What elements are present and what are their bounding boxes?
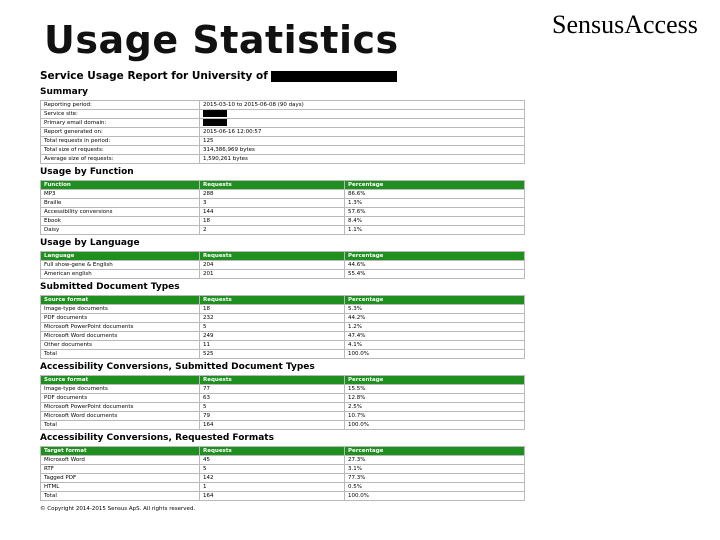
table-cell: 4.1%	[345, 341, 525, 350]
table-cell: 77.3%	[345, 474, 525, 483]
table-cell: 57.6%	[345, 208, 525, 217]
stats-table	[40, 375, 525, 430]
table-row	[41, 341, 525, 350]
summary-row	[41, 101, 525, 110]
table-row	[41, 421, 525, 430]
table-cell: 5.3%	[345, 305, 525, 314]
table-row	[41, 208, 525, 217]
table-cell: 12.8%	[345, 394, 525, 403]
table-cell: Other documents	[41, 341, 200, 350]
table-row	[41, 226, 525, 235]
summary-label: Service site:	[41, 110, 200, 119]
table-cell: 86.6%	[345, 190, 525, 199]
table-header-row	[41, 376, 525, 385]
table-row	[41, 394, 525, 403]
summary-value	[200, 119, 525, 128]
table-cell: Microsoft PowerPoint documents	[41, 323, 200, 332]
table-cell: 1.2%	[345, 323, 525, 332]
summary-label: Report generated on:	[41, 128, 200, 137]
table-cell: Tagged PDF	[41, 474, 200, 483]
stats-table	[40, 295, 525, 359]
section-title: Accessibility Conversions, Requested Formats	[40, 433, 274, 443]
table-cell: 1	[200, 483, 345, 492]
brand-logo: SensusAccess	[552, 10, 698, 39]
table-cell: PDF documents	[41, 394, 200, 403]
table-cell: 3.1%	[345, 465, 525, 474]
table-cell: 201	[200, 270, 345, 279]
summary-title: Summary	[40, 87, 89, 97]
table-row	[41, 199, 525, 208]
table-cell: Accessibility conversions	[41, 208, 200, 217]
table-row	[41, 385, 525, 394]
table-cell: Total	[41, 350, 200, 359]
table-cell: 27.3%	[345, 456, 525, 465]
table-cell: Full show-gene & English	[41, 261, 200, 270]
column-header: Language	[41, 252, 200, 261]
copyright-footer: © Copyright 2014-2015 Sensus ApS. All rights reserved.	[40, 506, 196, 512]
table-cell: 1.1%	[345, 226, 525, 235]
column-header: Percentage	[345, 376, 525, 385]
table-cell: American english	[41, 270, 200, 279]
table-header-row	[41, 181, 525, 190]
summary-label: Reporting period:	[41, 101, 200, 110]
table-cell: 2	[200, 226, 345, 235]
table-row	[41, 217, 525, 226]
table-row	[41, 483, 525, 492]
table-cell: Total	[41, 492, 200, 501]
table-cell: 204	[200, 261, 345, 270]
column-header: Percentage	[345, 447, 525, 456]
table-cell: 79	[200, 412, 345, 421]
redacted-value	[203, 110, 227, 117]
table-row	[41, 314, 525, 323]
summary-row	[41, 146, 525, 155]
column-header: Requests	[200, 296, 345, 305]
table-cell: HTML	[41, 483, 200, 492]
redacted-university-name	[271, 71, 397, 82]
table-cell: 144	[200, 208, 345, 217]
table-cell: 18	[200, 217, 345, 226]
table-cell: Total	[41, 421, 200, 430]
summary-row	[41, 110, 525, 119]
stats-table	[40, 446, 525, 501]
summary-value: 2015-03-10 to 2015-06-08 (90 days)	[200, 101, 525, 110]
table-cell: 5	[200, 403, 345, 412]
table-cell: RTF	[41, 465, 200, 474]
summary-value	[200, 110, 525, 119]
table-cell: 164	[200, 492, 345, 501]
column-header: Source format	[41, 376, 200, 385]
summary-table	[40, 100, 525, 164]
table-row	[41, 270, 525, 279]
table-row	[41, 350, 525, 359]
table-cell: 15.5%	[345, 385, 525, 394]
summary-label: Primary email domain:	[41, 119, 200, 128]
section-title: Usage by Function	[40, 167, 134, 177]
section-title: Accessibility Conversions, Submitted Document Types	[40, 362, 315, 372]
table-cell: 10.7%	[345, 412, 525, 421]
table-cell: 5	[200, 465, 345, 474]
table-row	[41, 412, 525, 421]
redacted-value	[203, 119, 227, 126]
table-cell: 45	[200, 456, 345, 465]
column-header: Function	[41, 181, 200, 190]
table-cell: Microsoft Word documents	[41, 332, 200, 341]
table-cell: 44.6%	[345, 261, 525, 270]
column-header: Percentage	[345, 181, 525, 190]
table-cell: Microsoft PowerPoint documents	[41, 403, 200, 412]
table-cell: 249	[200, 332, 345, 341]
table-cell: 1.3%	[345, 199, 525, 208]
table-cell: 100.0%	[345, 421, 525, 430]
report-heading	[40, 68, 532, 84]
table-cell: 3	[200, 199, 345, 208]
summary-value: 2015-06-16 12:00:57	[200, 128, 525, 137]
table-cell: 18	[200, 305, 345, 314]
table-cell: Image-type documents	[41, 305, 200, 314]
table-cell: Image-type documents	[41, 385, 200, 394]
stats-table	[40, 251, 525, 279]
table-row	[41, 456, 525, 465]
table-cell: 100.0%	[345, 492, 525, 501]
table-cell: 2.5%	[345, 403, 525, 412]
table-cell: 44.2%	[345, 314, 525, 323]
section-title: Submitted Document Types	[40, 282, 180, 292]
column-header: Requests	[200, 376, 345, 385]
summary-label: Average size of requests:	[41, 155, 200, 164]
table-cell: Braille	[41, 199, 200, 208]
summary-row	[41, 128, 525, 137]
table-cell: 47.4%	[345, 332, 525, 341]
table-cell: 77	[200, 385, 345, 394]
table-cell: 8.4%	[345, 217, 525, 226]
table-cell: Microsoft Word	[41, 456, 200, 465]
column-header: Percentage	[345, 296, 525, 305]
table-cell: 100.0%	[345, 350, 525, 359]
table-header-row	[41, 447, 525, 456]
table-header-row	[41, 296, 525, 305]
summary-row	[41, 155, 525, 164]
column-header: Percentage	[345, 252, 525, 261]
column-header: Requests	[200, 447, 345, 456]
summary-label: Total size of requests:	[41, 146, 200, 155]
table-cell: Microsoft Word documents	[41, 412, 200, 421]
column-header: Requests	[200, 252, 345, 261]
table-row	[41, 323, 525, 332]
table-cell: 288	[200, 190, 345, 199]
table-row	[41, 332, 525, 341]
summary-label: Total requests in period:	[41, 137, 200, 146]
summary-value: 125	[200, 137, 525, 146]
table-cell: 55.4%	[345, 270, 525, 279]
table-cell: PDF documents	[41, 314, 200, 323]
table-cell: 525	[200, 350, 345, 359]
table-row	[41, 190, 525, 199]
column-header: Target format	[41, 447, 200, 456]
table-row	[41, 474, 525, 483]
summary-row	[41, 119, 525, 128]
column-header: Requests	[200, 181, 345, 190]
table-header-row	[41, 252, 525, 261]
slide-title: Usage Statistics	[44, 18, 399, 62]
table-row	[41, 261, 525, 270]
usage-report	[40, 68, 532, 540]
column-header: Source format	[41, 296, 200, 305]
table-cell: Ebook	[41, 217, 200, 226]
table-cell: 164	[200, 421, 345, 430]
table-cell: 11	[200, 341, 345, 350]
summary-row	[41, 137, 525, 146]
table-row	[41, 305, 525, 314]
table-cell: Daisy	[41, 226, 200, 235]
table-cell: 232	[200, 314, 345, 323]
table-row	[41, 403, 525, 412]
summary-value: 1,590,261 bytes	[200, 155, 525, 164]
stats-table	[40, 180, 525, 235]
table-row	[41, 465, 525, 474]
table-cell: 142	[200, 474, 345, 483]
report-heading-text: Service Usage Report for University of	[40, 70, 268, 82]
table-cell: 63	[200, 394, 345, 403]
table-cell: 5	[200, 323, 345, 332]
summary-value: 314,386,969 bytes	[200, 146, 525, 155]
table-cell: 0.5%	[345, 483, 525, 492]
table-cell: MP3	[41, 190, 200, 199]
section-title: Usage by Language	[40, 238, 140, 248]
table-row	[41, 492, 525, 501]
